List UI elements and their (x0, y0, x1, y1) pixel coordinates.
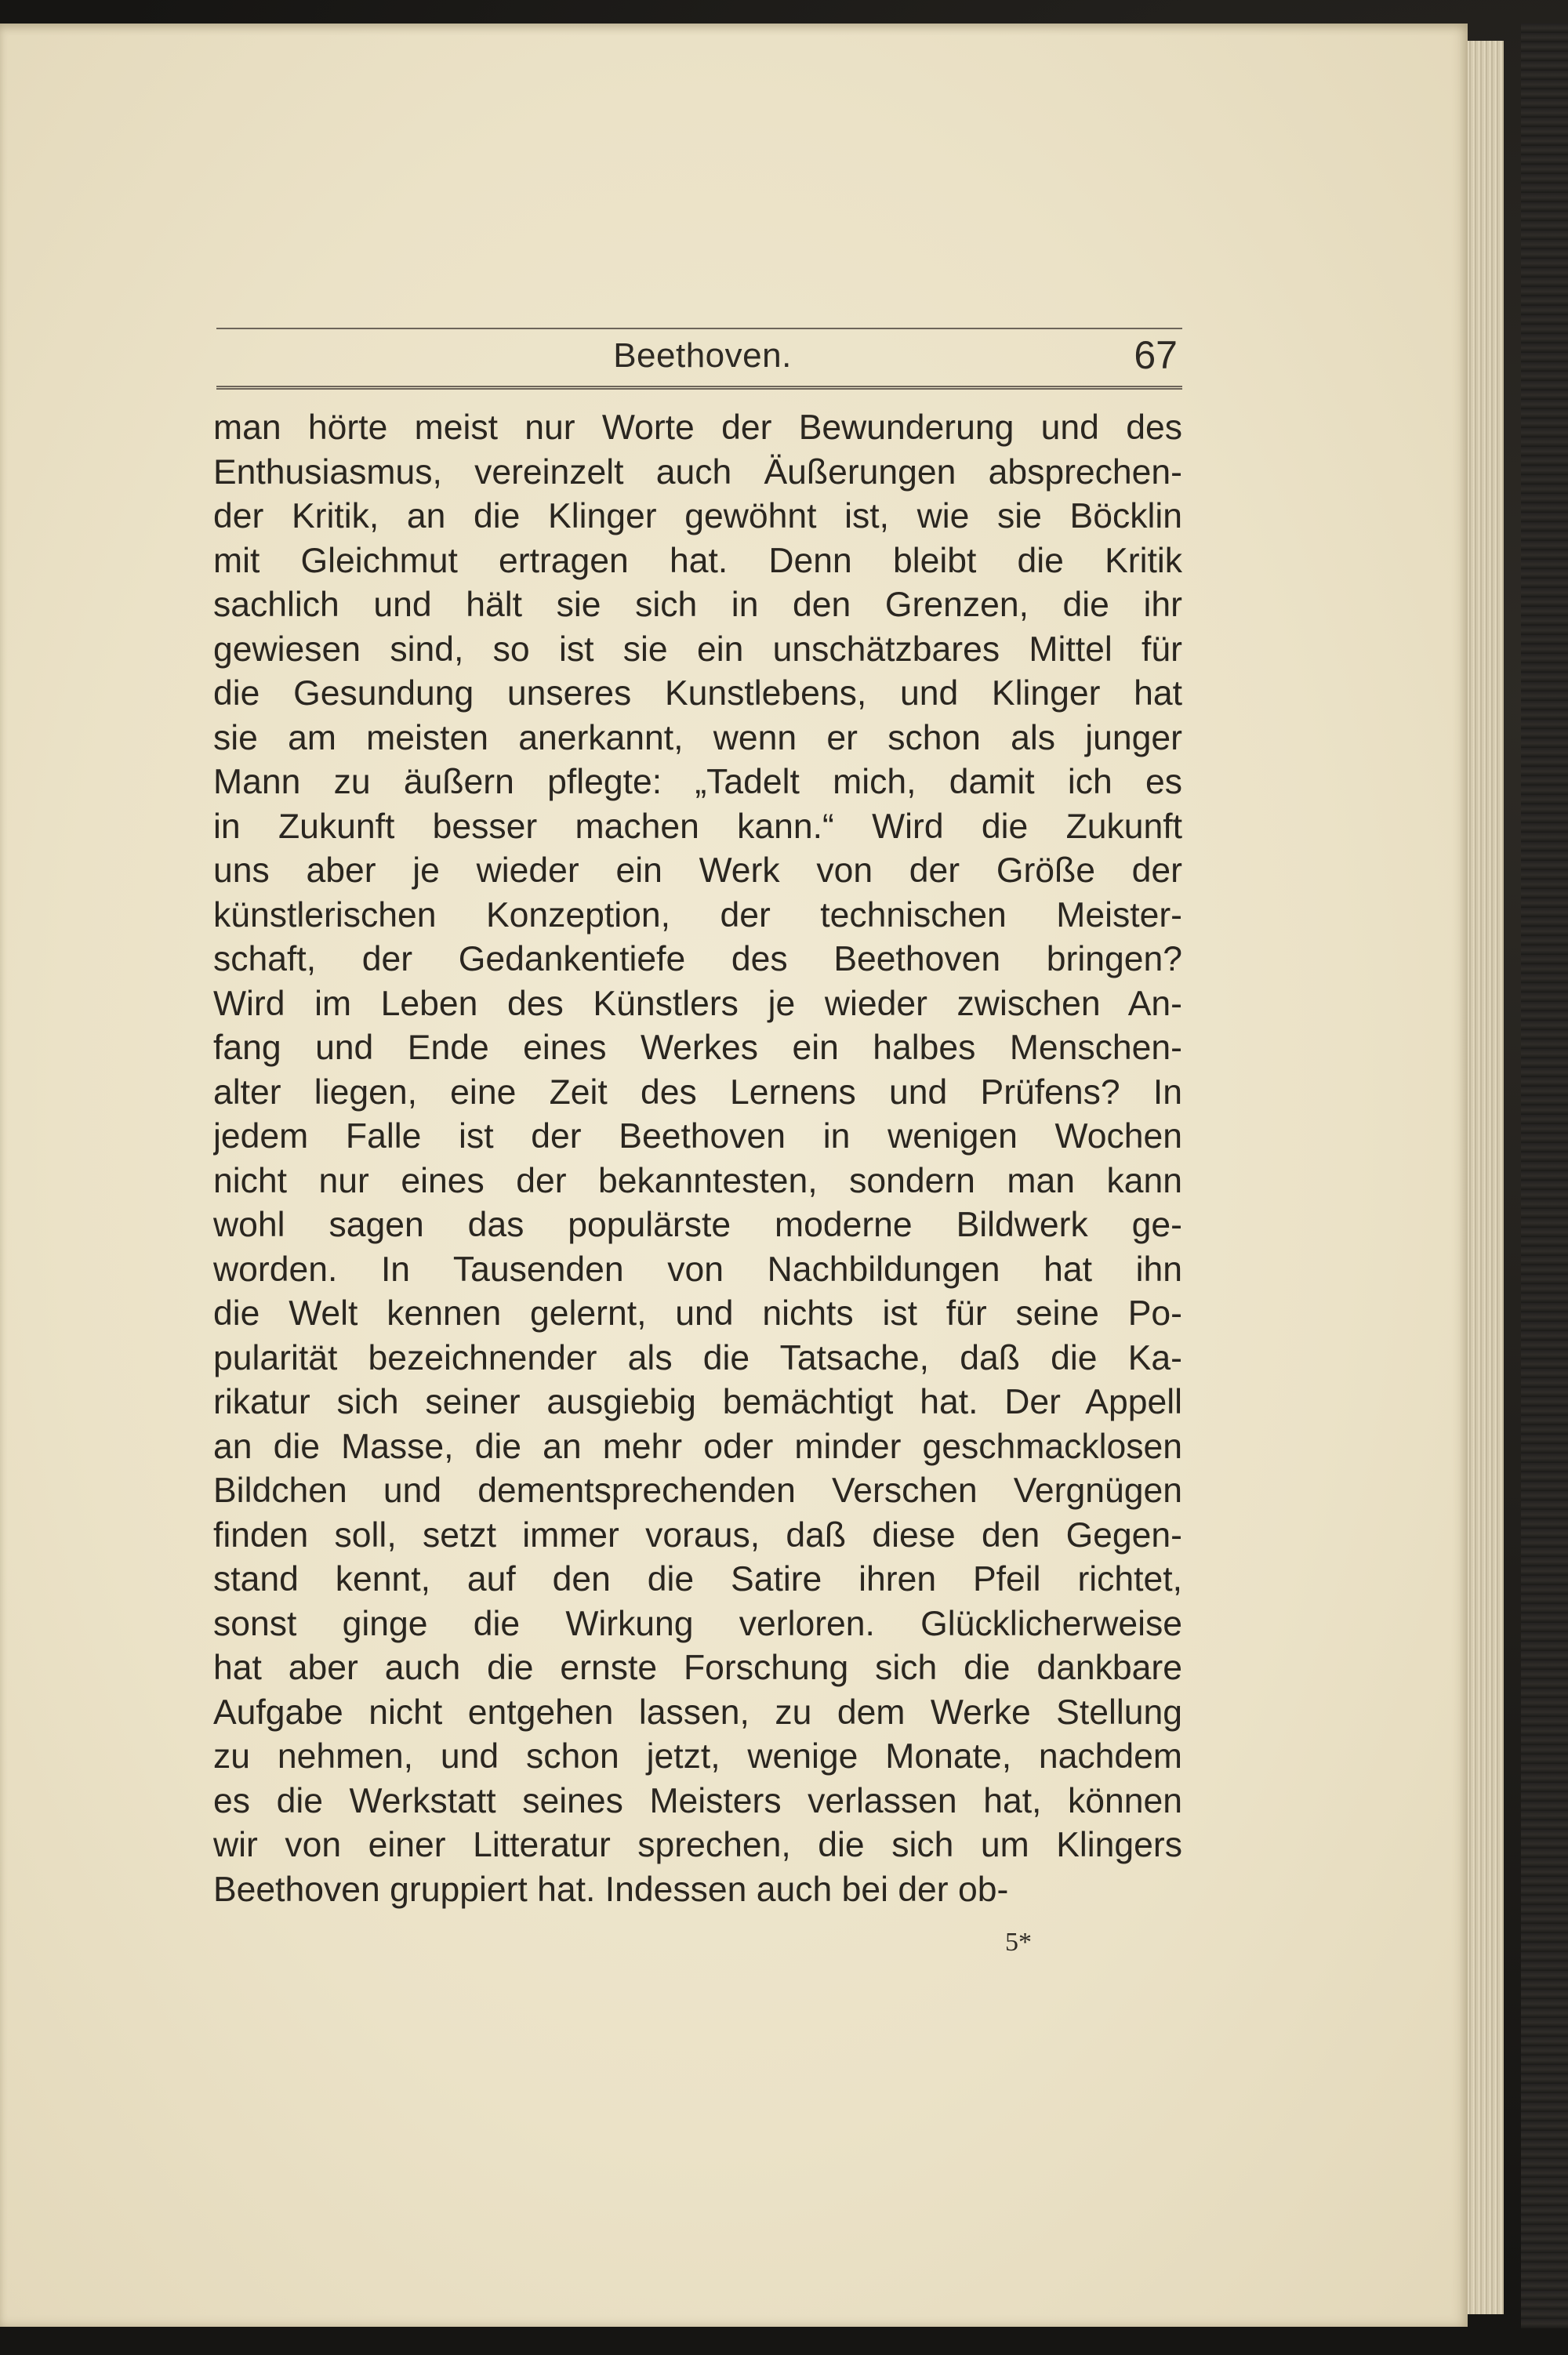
text-line: Enthusiasmus, vereinzelt auch Äußerungen absprechen- (213, 452, 1182, 492)
text-line: sie am meisten anerkannt, wenn er schon als junger (213, 718, 1182, 757)
text-line: hat aber auch die ernste Forschung sich die dankbare (213, 1649, 1182, 1687)
text-line: alter liegen, eine Zeit des Lernens und Prüfens? In (213, 1072, 1182, 1112)
header-rule-double (216, 386, 1182, 390)
body-text (213, 406, 1182, 1912)
text-line: wir von einer Litteratur sprechen, die sich um Klingers (213, 1826, 1182, 1864)
text-line: schaft, der Gedankentiefe des Beethoven bringen? (213, 940, 1182, 978)
text-line: an die Masse, die an mehr oder minder geschmacklosen (213, 1427, 1182, 1466)
text-line: gewiesen sind, so ist sie ein unschätzbares Mittel für (213, 630, 1182, 669)
running-head (216, 328, 1182, 390)
text-line: die Welt kennen gelernt, und nichts ist für seine Po- (213, 1294, 1182, 1333)
text-line: in Zukunft besser machen kann.“ Wird die Zukunft (213, 807, 1182, 846)
text-line: es die Werkstatt seines Meisters verlassen hat, können (213, 1781, 1182, 1820)
page-number: 67 (1134, 333, 1178, 377)
text-line: pularität bezeichnender als die Tatsache, daß die Ka- (213, 1338, 1182, 1377)
text-line: künstlerischen Konzeption, der technischen Meister- (213, 895, 1182, 934)
text-line: nicht nur eines der bekanntesten, sondern man kann (213, 1161, 1182, 1200)
page-stack-edge (1466, 41, 1504, 2314)
text-line: Bildchen und dementsprechenden Verschen Vergnügen (213, 1471, 1182, 1510)
signature-mark: 5* (1005, 1928, 1032, 1957)
text-line: mit Gleichmut ertragen hat. Denn bleibt die Kritik (213, 541, 1182, 580)
text-line: Aufgabe nicht entgehen lassen, zu dem Werke Stellung (213, 1693, 1182, 1732)
book-page (0, 24, 1468, 2327)
text-line: man hörte meist nur Worte der Bewunderung und des (213, 408, 1182, 447)
text-line: zu nehmen, und schon jetzt, wenige Monate, nachdem (213, 1737, 1182, 1776)
text-line: stand kennt, auf den die Satire ihren Pfeil richtet, (213, 1560, 1182, 1598)
header-rule-top (216, 328, 1182, 329)
text-line: Mann zu äußern pflegte: „Tadelt mich, damit ich es (213, 763, 1182, 801)
text-line: die Gesundung unseres Kunstlebens, und Klinger hat (213, 674, 1182, 713)
text-line: sonst ginge die Wirkung verloren. Glücklicherweise (213, 1604, 1182, 1643)
binding-edge (1521, 24, 1568, 2328)
text-line: worden. In Tausenden von Nachbildungen hat ihn (213, 1250, 1182, 1289)
text-line: uns aber je wieder ein Werk von der Größe der (213, 851, 1182, 890)
running-title: Beethoven. (613, 336, 792, 375)
text-line: rikatur sich seiner ausgiebig bemächtigt hat. Der Appell (213, 1383, 1182, 1421)
text-line: der Kritik, an die Klinger gewöhnt ist, wie sie Böcklin (213, 497, 1182, 535)
text-line: finden soll, setzt immer voraus, daß diese den Gegen- (213, 1515, 1182, 1555)
text-line: Beethoven gruppiert hat. Indessen auch bei der ob- (213, 1870, 1009, 1909)
text-line: Wird im Leben des Künstlers je wieder zwischen An- (213, 984, 1182, 1023)
text-line: sachlich und hält sie sich in den Grenzen, die ihr (213, 586, 1182, 624)
text-line: wohl sagen das populärste moderne Bildwerk ge- (213, 1206, 1182, 1244)
text-line: fang und Ende eines Werkes ein halbes Menschen- (213, 1029, 1182, 1067)
text-line: jedem Falle ist der Beethoven in wenigen Wochen (213, 1117, 1182, 1156)
